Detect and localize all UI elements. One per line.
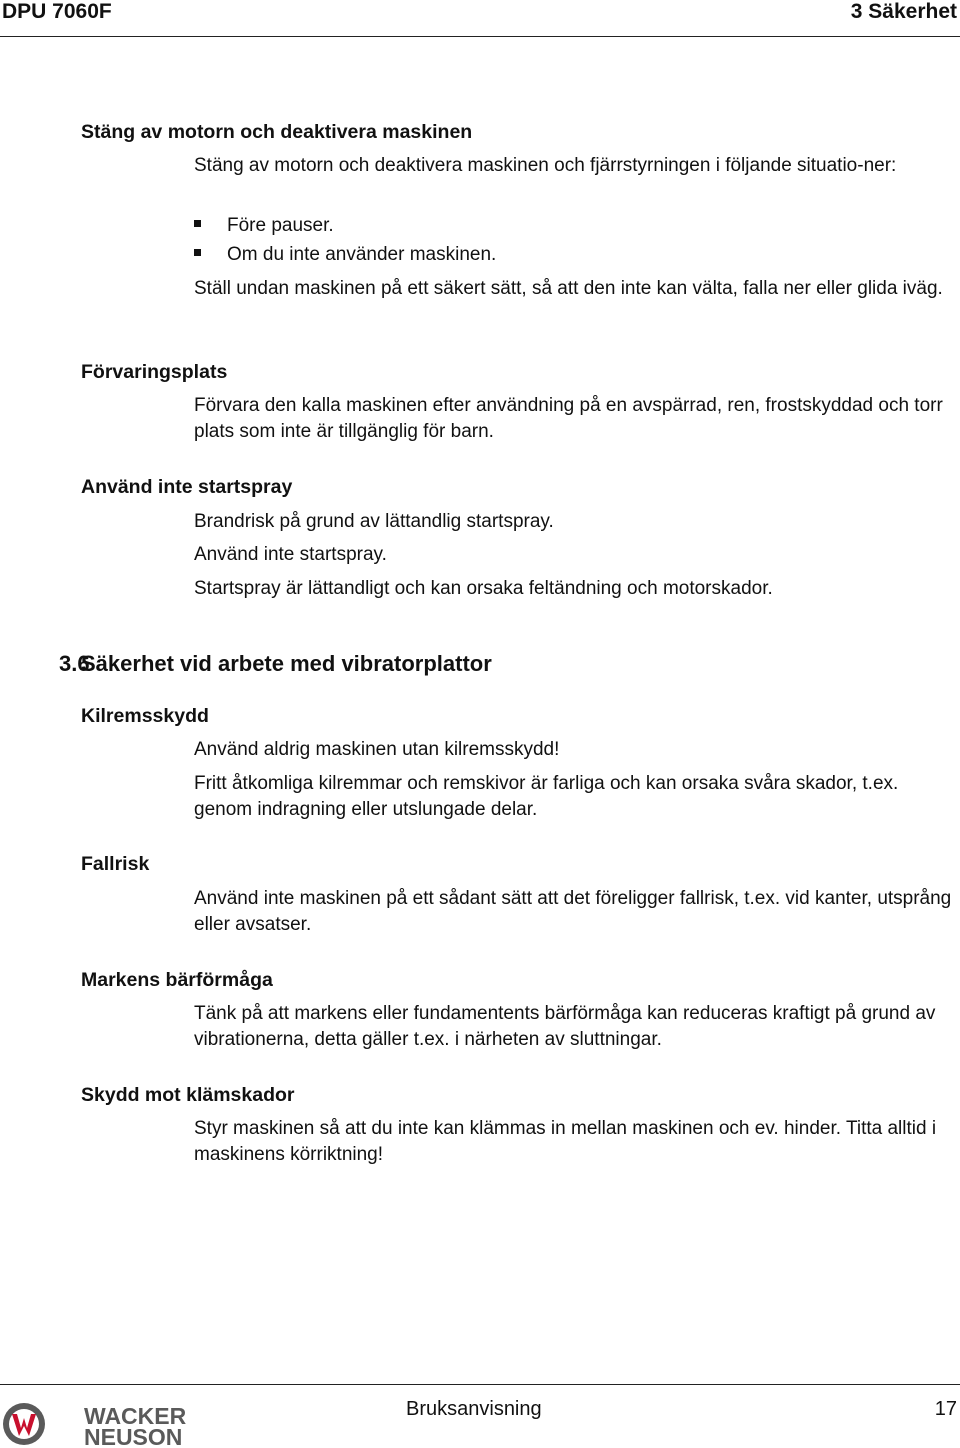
heading-klamskador: Skydd mot klämskador (81, 1084, 295, 1106)
heading-fallrisk: Fallrisk (81, 853, 150, 875)
para-klamskador: Styr maskinen så att du inte kan klämmas in mellan maskinen och ev. hinder. Titta alltid i maskinens körriktning! (194, 1118, 937, 1165)
bullet-icon (194, 220, 201, 227)
para-startspray-1: Brandrisk på grund av lättandlig startspray. (194, 511, 554, 532)
brand-line-2: NEUSON (84, 1424, 183, 1448)
footer-divider (0, 1384, 960, 1385)
para-startspray-3: Startspray är lättandligt och kan orsaka feltändning och motorskador. (194, 578, 773, 599)
header-divider (0, 36, 960, 37)
footer-document-title: Bruksanvisning (406, 1398, 542, 1420)
heading-barformaga: Markens bärförmåga (81, 969, 273, 991)
page-number: 17 (934, 1398, 957, 1420)
para-kilremsskydd-1: Använd aldrig maskinen utan kilremsskydd! (194, 739, 560, 760)
heading-startspray: Använd inte startspray (81, 476, 293, 498)
para-barformaga: Tänk på att markens eller fundamentents bärförmåga kan reduceras kraftigt på grund av vibrationerna, detta gäller t.ex. i närheten av sluttningar. (194, 1003, 936, 1050)
section-title: Säkerhet vid arbete med vibratorplattor (81, 651, 492, 676)
list-item (194, 213, 334, 238)
para-kilremsskydd-2: Fritt åtkomliga kilremmar och remskivor är farliga och kan orsaka svåra skador, t.ex. genom indragning eller utslungade delar. (194, 773, 899, 820)
logo-emblem-icon (3, 1403, 45, 1445)
para-stang-av-intro: Stäng av motorn och deaktivera maskinen och fjärrstyrningen i följande situatio-ner: (194, 155, 897, 176)
chapter-title: 3 Säkerhet (850, 0, 957, 23)
para-stang-av-text: Ställ undan maskinen på ett säkert sätt, så att den inte kan välta, falla ner eller glida iväg. (194, 278, 943, 299)
list-item-text: Före pauser. (227, 215, 334, 236)
heading-stang-av: Stäng av motorn och deaktivera maskinen (81, 121, 473, 143)
para-forvaringsplats: Förvara den kalla maskinen efter användning på en avspärrad, ren, frostskyddad och torr plats som inte är tillgänglig för barn. (194, 395, 943, 442)
para-startspray-2: Använd inte startspray. (194, 544, 387, 565)
brand-line-1: WACKER (84, 1403, 187, 1429)
section-number: 3.6 (59, 651, 90, 676)
bullet-icon (194, 249, 201, 256)
heading-kilremsskydd: Kilremsskydd (81, 705, 209, 727)
section-heading-3-6 (59, 651, 492, 677)
heading-forvaringsplats: Förvaringsplats (81, 361, 228, 383)
list-item (194, 242, 496, 267)
wacker-neuson-logo (0, 1393, 210, 1448)
document-model: DPU 7060F (2, 0, 112, 23)
list-item-text: Om du inte använder maskinen. (227, 244, 497, 265)
para-fallrisk: Använd inte maskinen på ett sådant sätt att det föreligger fallrisk, t.ex. vid kanter, utsprång eller avsatser. (194, 888, 952, 935)
